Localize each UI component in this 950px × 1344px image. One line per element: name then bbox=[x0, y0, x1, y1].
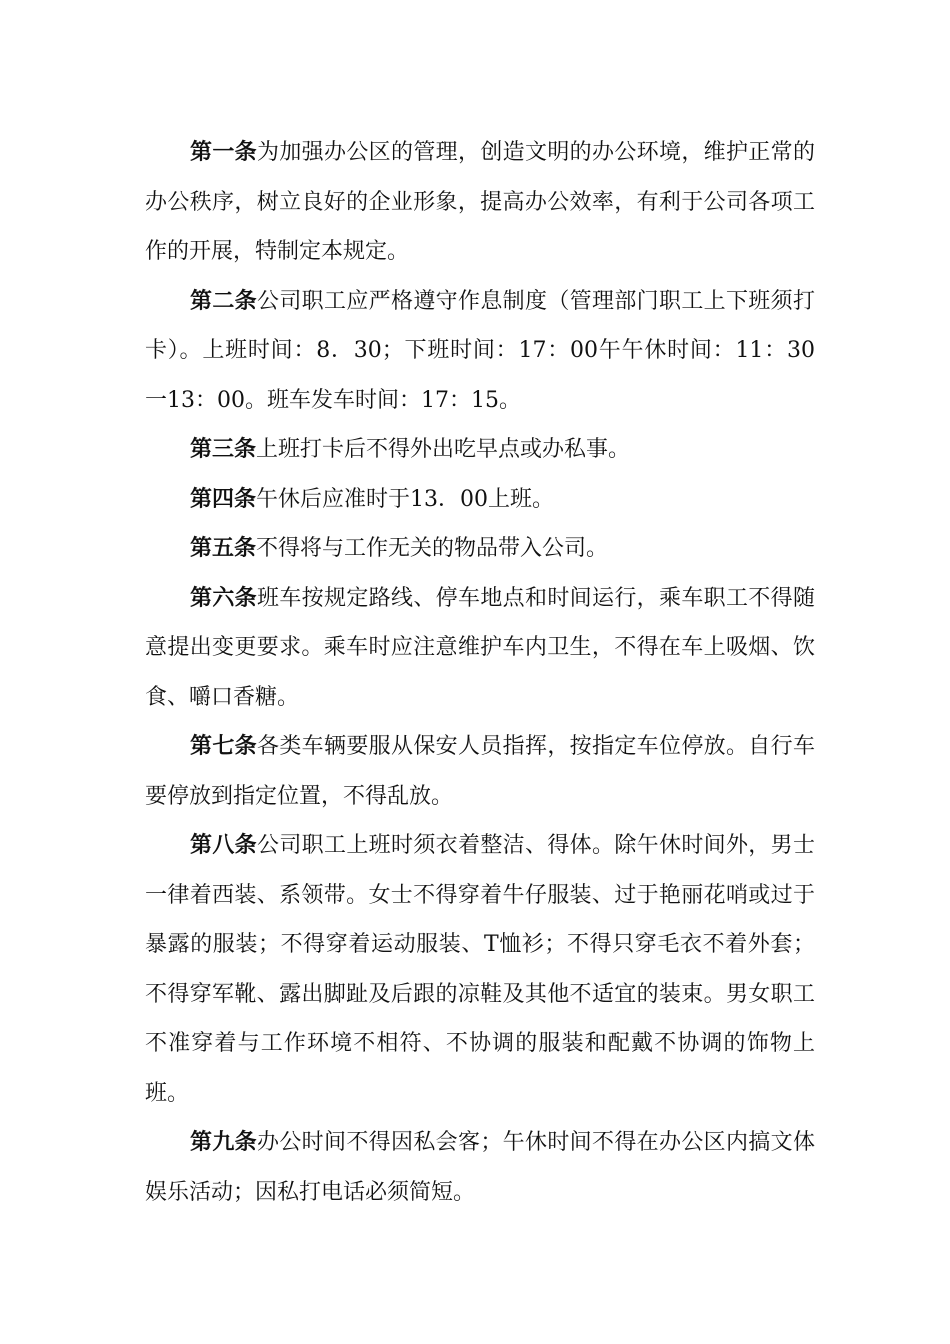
article-list bbox=[145, 128, 815, 1217]
article-6 bbox=[145, 574, 815, 723]
article-text: 上班打卡后不得外出吃早点或办私事。 bbox=[256, 437, 631, 462]
article-text: 为加强办公区的管理，创造文明的办公环境，维护正常的办公秩序，树立良好的企业形象，提高办公效率，有利于公司各项工作的开展，特制定本规定。 bbox=[145, 140, 815, 264]
article-heading: 第二条 bbox=[190, 287, 257, 314]
article-text: 公司职工上班时须衣着整洁、得体。除午休时间外，男士一律着西装、系领带。女士不得穿着牛仔服装、过于艳丽花哨或过于暴露的服装；不得穿着运动服装、T恤衫；不得只穿毛衣不着外套；不得穿军靴、露出脚趾及后跟的凉鞋及其他不适宜的装束。男女职工不准穿着与工作环境不相符、不协调的服装和配戴不协调的饰物上班。 bbox=[145, 833, 815, 1106]
article-9 bbox=[145, 1118, 815, 1217]
article-text: 各类车辆要服从保安人员指挥，按指定车位停放。自行车要停放到指定位置，不得乱放。 bbox=[145, 734, 815, 809]
article-text: 不得将与工作无关的物品带入公司。 bbox=[256, 536, 609, 561]
article-text: 班车按规定路线、停车地点和时间运行，乘车职工不得随意提出变更要求。乘车时应注意维护车内卫生，不得在车上吸烟、饮食、嚼口香糖。 bbox=[145, 585, 815, 710]
article-text: 公司职工应严格遵守作息制度（管理部门职工上下班须打卡）。上班时间：8．30；下班时间：17：00午午休时间：11：30一13：00。班车发车时间：17：15。 bbox=[145, 288, 815, 413]
article-text: 午休后应准时于13．00上班。 bbox=[256, 486, 555, 512]
article-heading: 第一条 bbox=[190, 139, 257, 165]
article-heading: 第三条 bbox=[190, 436, 257, 462]
article-text: 办公时间不得因私会客；午休时间不得在办公区内搞文体娱乐活动；因私打电话必须简短。 bbox=[145, 1130, 815, 1205]
article-4 bbox=[145, 475, 815, 525]
article-2 bbox=[145, 277, 815, 426]
article-5 bbox=[145, 524, 815, 574]
article-heading: 第四条 bbox=[190, 485, 257, 512]
article-heading: 第九条 bbox=[190, 1129, 257, 1155]
article-8 bbox=[145, 821, 815, 1118]
article-heading: 第六条 bbox=[190, 584, 257, 611]
article-heading: 第七条 bbox=[190, 733, 257, 759]
article-1 bbox=[145, 128, 815, 277]
article-3 bbox=[145, 425, 815, 475]
article-heading: 第五条 bbox=[190, 535, 257, 561]
article-heading: 第八条 bbox=[190, 832, 257, 858]
article-7 bbox=[145, 722, 815, 821]
